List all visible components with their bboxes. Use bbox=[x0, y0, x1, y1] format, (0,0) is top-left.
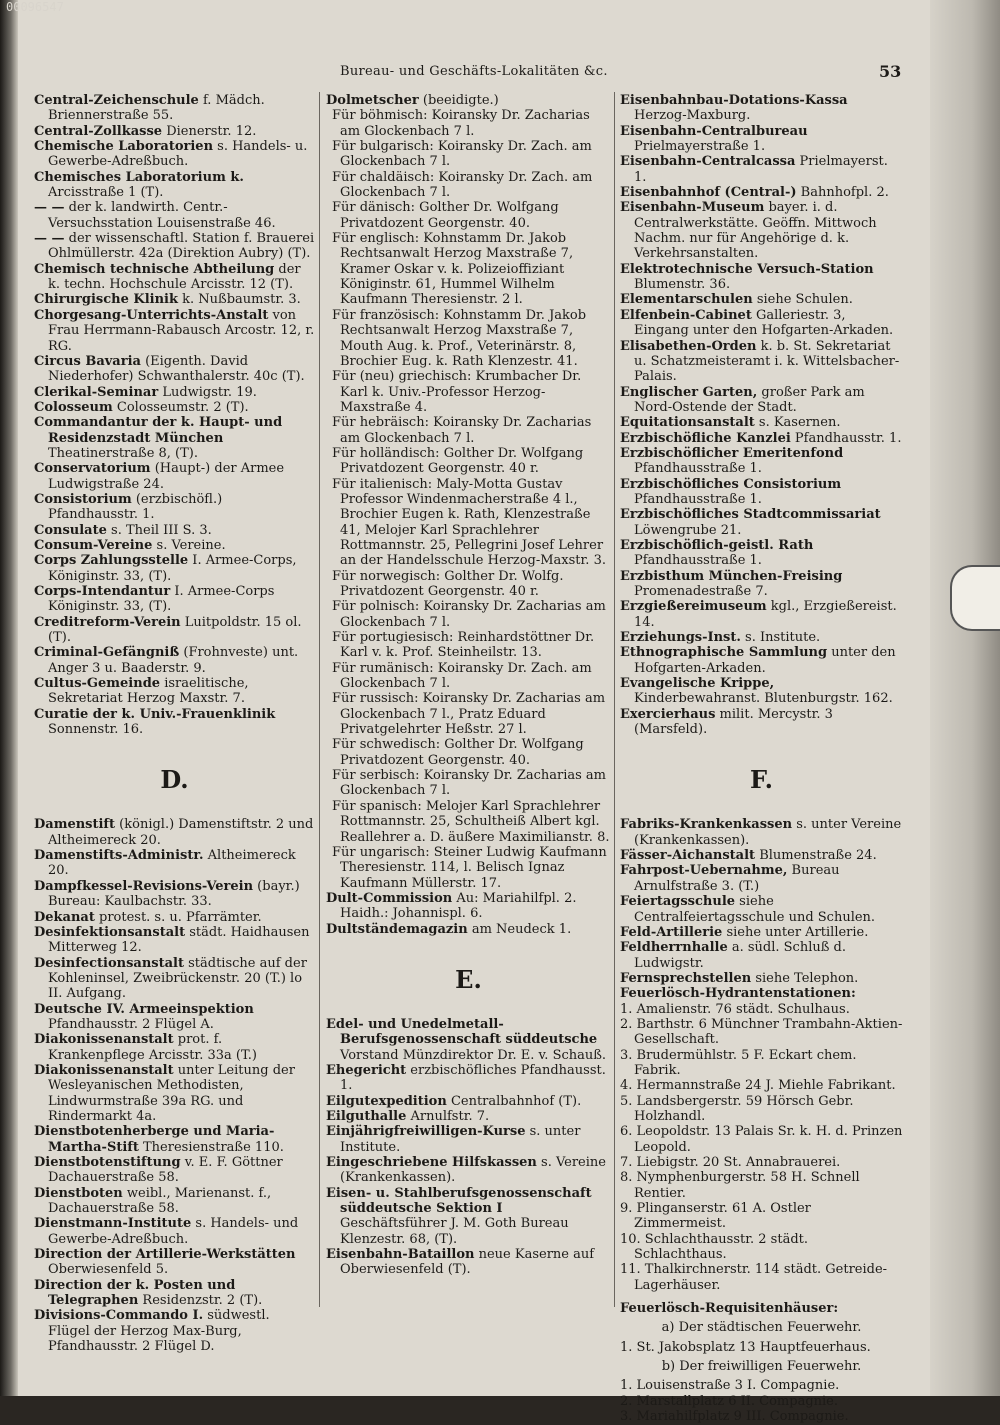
directory-entry bbox=[34, 584, 315, 615]
entry-text: Pfandhausstr. 2 Flügel A. bbox=[48, 1016, 214, 1032]
entry-heading: Eisenbahn-Museum bbox=[620, 200, 765, 216]
entry-text: f. Mädch. Briennerstraße 55. bbox=[48, 93, 265, 124]
entry-heading: Colosseum bbox=[34, 399, 113, 415]
entry-heading: Eilguthalle bbox=[326, 1108, 407, 1124]
page-edge bbox=[930, 0, 1000, 1396]
entry-heading: Central-Zollkasse bbox=[34, 123, 163, 139]
directory-entry bbox=[326, 93, 611, 108]
directory-entry bbox=[620, 599, 903, 630]
entry-text: I. Armee-Corps, Königinstr. 33, (T). bbox=[48, 553, 297, 584]
list-item: 2. Marstallplatz 6 II. Compagnie. bbox=[620, 1393, 838, 1409]
entry-heading: Ethnographische Sammlung bbox=[620, 645, 828, 661]
entry-heading: Erzbischöflich-geistl. Rath bbox=[620, 537, 814, 553]
column-rule bbox=[319, 92, 320, 1307]
requisiten-a-list bbox=[620, 1340, 903, 1355]
entry-heading: Dienstbotenstiftung bbox=[34, 1155, 181, 1170]
directory-entry bbox=[620, 940, 903, 971]
list-item: Für hebräisch: Koiransky Dr. Zacharias am Glockenbach 7 l. bbox=[332, 415, 592, 446]
list-item: Für rumänisch: Koiransky Dr. Zach. am Glockenbach 7 l. bbox=[332, 660, 592, 692]
list-item: 7. Liebigstr. 20 St. Annabrauerei. bbox=[620, 1155, 841, 1170]
directory-entry bbox=[34, 1247, 315, 1278]
entry-heading: Erzgießereimuseum bbox=[620, 599, 767, 615]
entry-heading: Conservatorium bbox=[34, 461, 151, 477]
hydranten-list bbox=[620, 1002, 903, 1294]
entry-heading: Elfenbein-Cabinet bbox=[620, 307, 752, 323]
directory-entry bbox=[326, 1109, 611, 1124]
directory-entry bbox=[326, 1094, 611, 1109]
entry-text: I. Armee-Corps Königinstr. 33, (T). bbox=[48, 584, 275, 615]
list-item: 10. Schlachthausstr. 2 städt. Schlachthaus. bbox=[620, 1231, 808, 1263]
entry-text: s. Kasernen. bbox=[754, 415, 841, 431]
list-item: Für ungarisch: Steiner Ludwig Kaufmann Theresienstr. 114, l. Belisch Ignaz Kaufmann Müllerstr. 17. bbox=[332, 844, 607, 891]
entry-heading: Dienstbotenherberge und Maria-Martha-Stift bbox=[34, 1124, 275, 1155]
letter-heading-e: E. bbox=[455, 964, 482, 994]
directory-entry bbox=[326, 1186, 611, 1247]
letter-heading-d: D. bbox=[160, 765, 189, 795]
entry-heading: Desinfectionsanstalt bbox=[34, 955, 184, 971]
directory-entry bbox=[34, 1002, 315, 1033]
entry-text: a. südl. Schluß d. Ludwigstr. bbox=[634, 940, 847, 971]
entry-heading: Central-Zeichenschule bbox=[34, 93, 199, 108]
list-item: 4. Hermannstraße 24 J. Miehle Fabrikant. bbox=[620, 1078, 896, 1094]
scan-id: 00096547 bbox=[6, 0, 64, 14]
entry-text: s. Theil III S. 3. bbox=[106, 522, 212, 538]
directory-entry bbox=[34, 231, 315, 262]
entry-text: Arnulfstr. 7. bbox=[406, 1108, 490, 1124]
directory-entry bbox=[34, 200, 315, 231]
directory-entry bbox=[326, 1063, 611, 1094]
directory-entry bbox=[620, 971, 903, 986]
entry-text: weibl., Marienanst. f., Dachauerstraße 58. bbox=[48, 1185, 272, 1217]
entry-heading: Clerikal-Seminar bbox=[34, 384, 159, 400]
directory-entry bbox=[620, 707, 903, 738]
entry-heading: Damenstifts-Administr. bbox=[34, 848, 204, 864]
directory-entry bbox=[620, 262, 903, 293]
list-item: Für böhmisch: Koiransky Dr. Zacharias am Glockenbach 7 l. bbox=[332, 108, 590, 139]
list-item: 3. Brudermühlstr. 5 F. Eckart chem. Fabrik. bbox=[620, 1047, 857, 1078]
entries-d-tail bbox=[326, 891, 611, 937]
entry-heading: Direction der Artillerie-Werkstätten bbox=[34, 1247, 296, 1263]
directory-entry bbox=[620, 630, 903, 645]
directory-entry bbox=[34, 848, 315, 879]
entry-text: unter Leitung der Wesleyanischen Methodisten, Lindwurmstraße 39a RG. und Rindermarkt 4a. bbox=[48, 1062, 295, 1124]
entry-text: Kinderbewahranst. Blutenburgstr. 162. bbox=[634, 691, 893, 707]
directory-entry bbox=[620, 676, 903, 707]
entry-text: Herzog-Maxburg. bbox=[634, 108, 751, 124]
entry-heading: Erzbischöfliches Stadtcommissariat bbox=[620, 507, 881, 523]
entry-heading: — — bbox=[34, 200, 65, 216]
entry-text: Pfandhausstr. 1. bbox=[790, 430, 902, 446]
entry-heading: Dienstboten bbox=[34, 1185, 123, 1201]
entry-text: (bayr.) Bureau: Kaulbachstr. 33. bbox=[48, 878, 300, 910]
entry-heading: Exercierhaus bbox=[620, 706, 716, 722]
entry-text: unter den Hofgarten-Arkaden. bbox=[634, 645, 896, 676]
list-item: Für englisch: Kohnstamm Dr. Jakob Rechtsanwalt Herzog Maxstraße 7, Kramer Oskar v. k. Polizeioffiziant Königinstr. 61, Hummel Wilhelm Kaufmann Theresienstr. 2 l. bbox=[332, 231, 574, 308]
directory-entry bbox=[620, 308, 903, 339]
entry-heading: Evangelische Krippe, bbox=[620, 676, 775, 692]
directory-entry bbox=[34, 461, 315, 492]
directory-entry bbox=[34, 910, 315, 925]
entry-heading: Chemisch technische Abtheilung bbox=[34, 261, 275, 277]
requisiten-heading: Feuerlösch-Requisitenhäuser: bbox=[620, 1301, 839, 1317]
entry-text: Geschäftsführer J. M. Goth Bureau Klenzestr. 68, (T). bbox=[340, 1216, 569, 1247]
entry-text: Altheimereck 20. bbox=[48, 848, 296, 879]
list-item: Für italienisch: Maly-Motta Gustav Professor Windenmacherstraße 4 l., Brochier Eugen k. Rath, Klenzestraße 41, Melojer Karl Sprachlehrer Rottmannstr. 25, Pellegrini Josef Lehrer an der Handelsschule Herzog-Maxstr. 3. bbox=[332, 476, 606, 569]
list-item: Für serbisch: Koiransky Dr. Zacharias am Glockenbach 7 l. bbox=[332, 768, 607, 799]
entry-heading: Einjährigfreiwilligen-Kurse bbox=[326, 1124, 526, 1140]
directory-entry bbox=[34, 415, 315, 461]
requisiten-a-heading: a) Der städtischen Feuerwehr. bbox=[661, 1320, 862, 1336]
entry-heading: Eisenbahn-Centralbureau bbox=[620, 123, 808, 139]
directory-entry bbox=[34, 492, 315, 523]
entry-heading: Criminal-Gefängniß bbox=[34, 645, 180, 661]
directory-entry bbox=[620, 817, 903, 848]
entry-text: neue Kaserne auf Oberwiesenfeld (T). bbox=[340, 1247, 595, 1278]
directory-entry bbox=[620, 339, 903, 385]
entry-heading: Damenstift bbox=[34, 817, 116, 833]
directory-entry bbox=[326, 1155, 611, 1186]
entry-heading: Creditreform-Verein bbox=[34, 614, 181, 630]
hydranten-heading: Feuerlösch-Hydrantenstationen: bbox=[620, 986, 856, 1002]
directory-entry bbox=[34, 124, 315, 139]
directory-entry bbox=[34, 1124, 315, 1155]
directory-entry bbox=[326, 891, 611, 922]
entry-text: Au: Mariahilfpl. 2. Haidh.: Johannispl. 6. bbox=[340, 890, 577, 922]
entry-heading: Chemisches Laboratorium k. bbox=[34, 169, 244, 185]
list-item: Für russisch: Koiransky Dr. Zacharias am Glockenbach 7 l., Pratz Eduard Privatgelehrter Heßstr. 27 l. bbox=[332, 691, 606, 738]
requisiten-b-heading: b) Der freiwilligen Feuerwehr. bbox=[661, 1359, 862, 1375]
entry-heading: Chirurgische Klinik bbox=[34, 292, 178, 308]
entry-text: protest. s. u. Pfarrämter. bbox=[94, 909, 262, 925]
entry-text: Bureau Arnulfstraße 3. (T.) bbox=[634, 863, 840, 894]
directory-entry bbox=[620, 292, 903, 307]
directory-entry bbox=[34, 615, 315, 646]
entry-text: milit. Mercystr. 3 (Marsfeld). bbox=[634, 706, 833, 738]
entry-text: erzbischöfliches Pfandhausst. 1. bbox=[340, 1062, 606, 1094]
entry-text: prot. f. Krankenpflege Arcisstr. 33a (T.) bbox=[48, 1032, 257, 1063]
directory-entry bbox=[34, 817, 315, 848]
entry-text: Pfandhausstraße 1. bbox=[634, 491, 762, 507]
entry-heading: Erzbisthum München-Freising bbox=[620, 568, 843, 584]
entry-text: Colosseumstr. 2 (T). bbox=[112, 399, 249, 415]
directory-entry bbox=[34, 553, 315, 584]
list-item: Für polnisch: Koiransky Dr. Zacharias am Glockenbach 7 l. bbox=[332, 599, 606, 630]
directory-entry bbox=[34, 262, 315, 293]
entry-text: kgl., Erzgießereist. 14. bbox=[634, 599, 897, 630]
entry-heading: Dienstmann-Institute bbox=[34, 1216, 192, 1232]
entry-heading: Equitationsanstalt bbox=[620, 415, 755, 431]
entry-text: s. Vereine. bbox=[152, 537, 226, 553]
entry-heading: Dekanat bbox=[34, 909, 95, 925]
entry-text: s. Institute. bbox=[740, 630, 821, 646]
directory-entry bbox=[620, 569, 903, 600]
entry-heading: Fabriks-Krankenkassen bbox=[620, 817, 793, 833]
entry-heading: Diakonissenanstalt bbox=[34, 1032, 174, 1048]
list-item: Für (neu) griechisch: Krumbacher Dr. Karl k. Univ.-Professor Herzog-Maxstraße 4. bbox=[332, 369, 582, 415]
entry-heading: Elisabethen-Orden bbox=[620, 338, 757, 354]
entry-text: südwestl. Flügel der Herzog Max-Burg, Pfandhausstr. 2 Flügel D. bbox=[48, 1308, 270, 1355]
entry-heading: Ehegericht bbox=[326, 1062, 407, 1078]
entries-d bbox=[34, 817, 315, 1354]
directory-entry bbox=[620, 645, 903, 676]
thumb-index-tab bbox=[950, 565, 1000, 631]
entry-text: Luitpoldstr. 15 ol. (T). bbox=[48, 614, 302, 646]
entry-heading: Eisen- u. Stahlberufsgenossenschaft süddeutsche Sektion I bbox=[326, 1185, 592, 1217]
entry-text: der wissenschaftl. Station f. Brauerei Ohlmüllerstr. 42a (Direktion Aubry) (T). bbox=[48, 231, 315, 262]
entry-text: Blumenstraße 24. bbox=[755, 848, 877, 864]
entry-heading: Corps-Intendantur bbox=[34, 584, 171, 599]
list-item: Für spanisch: Melojer Karl Sprachlehrer Rottmannstr. 25, Schultheiß Albert kgl. Reallehrer a. D. äußere Maximilianstr. 8. bbox=[332, 798, 610, 845]
binding-shadow bbox=[0, 0, 18, 1396]
entry-heading: Fernsprechstellen bbox=[620, 970, 752, 986]
entry-heading: Dultständemagazin bbox=[326, 921, 468, 937]
entry-heading: Diakonissenanstalt bbox=[34, 1062, 174, 1078]
entry-text: (beeidigte.) bbox=[418, 93, 499, 108]
entry-heading: Eisenbahnbau-Dotations-Kassa bbox=[620, 93, 848, 108]
entry-heading: Commandantur der k. Haupt- und Residenzstadt München bbox=[34, 415, 283, 446]
entry-text: Prielmayerstraße 1. bbox=[634, 139, 766, 155]
entry-heading: Fahrpost-Uebernahme, bbox=[620, 863, 788, 879]
entry-heading: Consum-Vereine bbox=[34, 537, 153, 553]
directory-entry bbox=[620, 415, 903, 430]
entry-text: (königl.) Damenstiftstr. 2 und Altheimereck 20. bbox=[48, 817, 314, 848]
entry-heading: Englischer Garten, bbox=[620, 384, 758, 400]
entry-heading: Eisenbahnhof (Central-) bbox=[620, 185, 797, 201]
entry-text: (erzbischöfl.) Pfandhausstr. 1. bbox=[48, 491, 223, 523]
directory-entry bbox=[620, 154, 903, 185]
entry-heading: Dolmetscher bbox=[326, 93, 419, 108]
entry-text: Oberwiesenfeld 5. bbox=[48, 1262, 169, 1278]
directory-entry bbox=[620, 507, 903, 538]
directory-entry bbox=[34, 292, 315, 307]
list-item: 9. Plinganserstr. 61 A. Ostler Zimmermeist. bbox=[620, 1201, 811, 1232]
directory-entry bbox=[620, 93, 903, 124]
entry-text: (Frohnveste) unt. Anger 3 u. Baaderstr. 9. bbox=[48, 645, 299, 676]
entry-text: Promenadestraße 7. bbox=[634, 584, 768, 599]
entry-text: siehe unter Artillerie. bbox=[722, 924, 869, 940]
list-item: Für portugiesisch: Reinhardstöttner Dr. Karl v. k. Prof. Steinheilstr. 13. bbox=[332, 630, 595, 661]
column-3 bbox=[620, 93, 903, 1425]
directory-entry bbox=[34, 1216, 315, 1247]
directory-entry bbox=[34, 645, 315, 676]
entry-heading: Curatie der k. Univ.-Frauenklinik bbox=[34, 706, 276, 722]
directory-entry bbox=[34, 139, 315, 170]
list-item: 11. Thalkirchnerstr. 114 städt. Getreide-Lagerhäuser. bbox=[620, 1262, 888, 1293]
entry-text: Arcisstraße 1 (T). bbox=[48, 185, 164, 201]
entry-heading: Feld-Artillerie bbox=[620, 924, 723, 940]
entry-text: Vorstand Münzdirektor Dr. E. v. Schauß. bbox=[340, 1047, 607, 1063]
directory-entry bbox=[326, 1247, 611, 1278]
entry-text: siehe Centralfeiertagsschule und Schulen. bbox=[634, 894, 876, 925]
directory-entry bbox=[34, 676, 315, 707]
entry-heading: Circus Bavaria bbox=[34, 353, 141, 369]
directory-entry bbox=[34, 385, 315, 400]
entry-text: Galleriestr. 3, Eingang unter den Hofgarten-Arkaden. bbox=[634, 307, 894, 339]
directory-entry bbox=[620, 446, 903, 477]
entries-e-cont bbox=[620, 93, 903, 737]
entry-text: s. Vereine (Krankenkassen). bbox=[340, 1155, 606, 1186]
list-item: 6. Leopoldstr. 13 Palais Sr. k. H. d. Prinzen Leopold. bbox=[620, 1124, 903, 1155]
directory-entry bbox=[34, 1032, 315, 1063]
entry-text: s. Handels- und Gewerbe-Adreßbuch. bbox=[48, 1216, 299, 1247]
entry-heading: Fässer-Aichanstalt bbox=[620, 848, 756, 864]
entries-e bbox=[326, 1017, 611, 1278]
entry-heading: Eisenbahn-Bataillon bbox=[326, 1247, 475, 1263]
directory-entry bbox=[34, 354, 315, 385]
entry-heading: Divisions-Commando I. bbox=[34, 1308, 204, 1324]
entry-heading: Corps Zahlungsstelle bbox=[34, 553, 189, 569]
entry-heading: Feldherrnhalle bbox=[620, 940, 728, 956]
entry-text: städt. Haidhausen Mitterweg 12. bbox=[48, 924, 310, 956]
entry-heading: Direction der k. Posten und Telegraphen bbox=[34, 1277, 236, 1309]
directory-entry bbox=[620, 894, 903, 925]
entry-heading: Eingeschriebene Hilfskassen bbox=[326, 1155, 537, 1170]
directory-entry bbox=[620, 185, 903, 200]
list-item: Für dänisch: Golther Dr. Wolfgang Privatdozent Georgenstr. 40. bbox=[332, 200, 559, 231]
list-item: 1. St. Jakobsplatz 13 Hauptfeuerhaus. bbox=[620, 1339, 871, 1355]
list-item: Für norwegisch: Golther Dr. Wolfg. Privatdozent Georgenstr. 40 r. bbox=[332, 568, 564, 599]
list-item: Für chaldäisch: Koiransky Dr. Zach. am Glockenbach 7 l. bbox=[332, 169, 593, 201]
entry-heading: Cultus-Gemeinde bbox=[34, 676, 161, 692]
entry-heading: Edel- und Unedelmetall-Berufsgenossenschaft süddeutsche bbox=[326, 1016, 598, 1048]
list-item: 1. Amalienstr. 76 städt. Schulhaus. bbox=[620, 1001, 850, 1017]
entry-heading: Dampfkessel-Revisions-Verein bbox=[34, 878, 254, 894]
directory-entry bbox=[34, 707, 315, 738]
list-item: 8. Nymphenburgerstr. 58 H. Schnell Rentier. bbox=[620, 1170, 860, 1201]
directory-entry bbox=[620, 538, 903, 569]
entry-heading: Desinfektionsanstalt bbox=[34, 924, 186, 940]
running-head: Bureau- und Geschäfts-Lokalitäten &c. bbox=[340, 64, 608, 79]
entry-text: von Frau Herrmann-Rabausch Arcostr. 12, r. RG. bbox=[48, 307, 315, 354]
entry-text: siehe Telephon. bbox=[751, 970, 859, 986]
list-item: 1. Louisenstraße 3 I. Compagnie. bbox=[620, 1378, 840, 1394]
directory-entry bbox=[34, 1308, 315, 1354]
column-1 bbox=[34, 93, 315, 1354]
directory-entry bbox=[34, 308, 315, 354]
entry-heading: Dult-Commission bbox=[326, 890, 453, 906]
directory-entry bbox=[34, 538, 315, 553]
entry-text: israelitische, Sekretariat Herzog Maxstr. 7. bbox=[48, 676, 249, 707]
directory-entry bbox=[620, 200, 903, 261]
directory-entry bbox=[34, 93, 315, 124]
entry-text: s. unter Institute. bbox=[340, 1124, 581, 1155]
directory-entry bbox=[620, 124, 903, 155]
entry-text: Centralbahnhof (T). bbox=[446, 1093, 582, 1109]
entry-text: Residenzstr. 2 (T). bbox=[138, 1293, 263, 1309]
directory-entry bbox=[620, 431, 903, 446]
directory-entry bbox=[34, 1063, 315, 1124]
directory-entry bbox=[34, 925, 315, 956]
directory-entry bbox=[620, 477, 903, 508]
directory-entry bbox=[34, 1186, 315, 1217]
entry-text: Löwengrube 21. bbox=[634, 522, 742, 538]
list-item: 2. Barthstr. 6 Münchner Trambahn-Aktien-Gesellschaft. bbox=[620, 1016, 903, 1048]
list-item: 5. Landsbergerstr. 59 Hörsch Gebr. Holzhandl. bbox=[620, 1093, 854, 1124]
entry-heading: Eisenbahn-Centralcassa bbox=[620, 154, 796, 170]
entry-text: Blumenstr. 36. bbox=[634, 277, 731, 293]
entry-text: Pfandhausstraße 1. bbox=[634, 553, 762, 569]
entry-heading: Elementarschulen bbox=[620, 292, 753, 308]
entry-text: (Eigenth. David Niederhofer) Schwanthalerstr. 40c (T). bbox=[48, 353, 305, 385]
letter-heading-f: F. bbox=[750, 765, 773, 795]
entry-heading: Erzbischöflicher Emeritenfond bbox=[620, 445, 844, 461]
entry-text: Sonnenstr. 16. bbox=[48, 722, 144, 738]
entry-text: großer Park am Nord-Ostende der Stadt. bbox=[634, 384, 865, 415]
interpreter-list bbox=[326, 108, 611, 891]
directory-entry bbox=[620, 385, 903, 416]
directory-entry bbox=[326, 1017, 611, 1063]
entry-text: der k. landwirth. Centr.-Versuchsstation Louisenstraße 46. bbox=[48, 200, 276, 231]
entry-text: k. b. St. Sekretariat u. Schatzmeisteramt i. k. Wittelsbacher-Palais. bbox=[634, 338, 900, 385]
directory-entry bbox=[620, 848, 903, 863]
entry-heading: Erziehungs-Inst. bbox=[620, 630, 741, 646]
directory-entry bbox=[34, 400, 315, 415]
directory-entry bbox=[34, 1155, 315, 1186]
entry-heading: Feiertagsschule bbox=[620, 894, 736, 910]
entry-text: Prielmayerst. 1. bbox=[634, 154, 888, 185]
entry-heading: Elektrotechnische Versuch-Station bbox=[620, 261, 874, 277]
list-item: Für holländisch: Golther Dr. Wolfgang Privatdozent Georgenstr. 40 r. bbox=[332, 445, 584, 477]
directory-entry bbox=[34, 523, 315, 538]
entry-text: s. unter Vereine (Krankenkassen). bbox=[634, 817, 902, 848]
entry-heading: Eilgutexpedition bbox=[326, 1093, 447, 1109]
entry-heading: Consistorium bbox=[34, 491, 132, 507]
directory-entry bbox=[620, 925, 903, 940]
entries-f bbox=[620, 817, 903, 986]
entry-text: Theatinerstraße 8, (T). bbox=[48, 445, 199, 461]
entry-text: bayer. i. d. Centralwerkstätte. Geöffn. Mittwoch Nachm. nur für Angehörige d. k. Verkehrsanstalten. bbox=[634, 200, 877, 262]
directory-entry bbox=[34, 956, 315, 1002]
entry-heading: Consulate bbox=[34, 522, 107, 538]
page-number: 53 bbox=[879, 62, 902, 81]
requisiten-b-list bbox=[620, 1378, 903, 1424]
entry-text: Pfandhausstraße 1. bbox=[634, 461, 762, 477]
entry-text: Bahnhofpl. 2. bbox=[796, 185, 889, 201]
entry-text: Theresienstraße 110. bbox=[138, 1139, 284, 1155]
column-2 bbox=[326, 93, 611, 1278]
entry-text: städtische auf der Kohleninsel, Zweibrückenstr. 20 (T.) lo II. Aufgang. bbox=[48, 955, 307, 1002]
directory-entry bbox=[34, 1278, 315, 1309]
entry-text: v. E. F. Göttner Dachauerstraße 58. bbox=[48, 1155, 283, 1186]
entry-text: (Haupt-) der Armee Ludwigstraße 24. bbox=[48, 461, 285, 492]
directory-entry bbox=[620, 863, 903, 894]
entries-c bbox=[34, 93, 315, 737]
entry-text: Ludwigstr. 19. bbox=[158, 384, 257, 400]
entry-text: k. Nußbaumstr. 3. bbox=[177, 292, 301, 308]
list-item: Für schwedisch: Golther Dr. Wolfgang Privatdozent Georgenstr. 40. bbox=[332, 737, 584, 768]
entry-text: siehe Schulen. bbox=[752, 292, 853, 308]
entry-text: am Neudeck 1. bbox=[467, 921, 572, 937]
entry-text: Dienerstr. 12. bbox=[162, 123, 257, 139]
list-item: Für bulgarisch: Koiransky Dr. Zach. am Glockenbach 7 l. bbox=[332, 139, 592, 170]
directory-entry bbox=[326, 922, 611, 937]
directory-entry bbox=[326, 1124, 611, 1155]
entry-heading: Erzbischöfliche Kanzlei bbox=[620, 430, 791, 446]
entry-heading: Chemische Laboratorien bbox=[34, 139, 214, 155]
list-item: 3. Mariahilfplatz 9 III. Compagnie. bbox=[620, 1409, 849, 1425]
entry-heading: Erzbischöfliches Consistorium bbox=[620, 476, 842, 492]
entry-text: der k. techn. Hochschule Arcisstr. 12 (T). bbox=[48, 261, 301, 293]
column-rule bbox=[614, 92, 615, 1307]
entry-text: s. Handels- u. Gewerbe-Adreßbuch. bbox=[48, 139, 308, 170]
directory-entry bbox=[34, 170, 315, 201]
directory-entry bbox=[34, 879, 315, 910]
entry-heading: Deutsche IV. Armeeinspektion bbox=[34, 1001, 254, 1017]
entry-heading: — — bbox=[34, 231, 65, 247]
entry-heading: Chorgesang-Unterrichts-Anstalt bbox=[34, 307, 269, 323]
list-item: Für französisch: Kohnstamm Dr. Jakob Rechtsanwalt Herzog Maxstraße 7, Mouth Aug. k. Prof., Veterinärstr. 8, Brochier Eug. k. Rath Klenzestr. 41. bbox=[332, 307, 587, 369]
